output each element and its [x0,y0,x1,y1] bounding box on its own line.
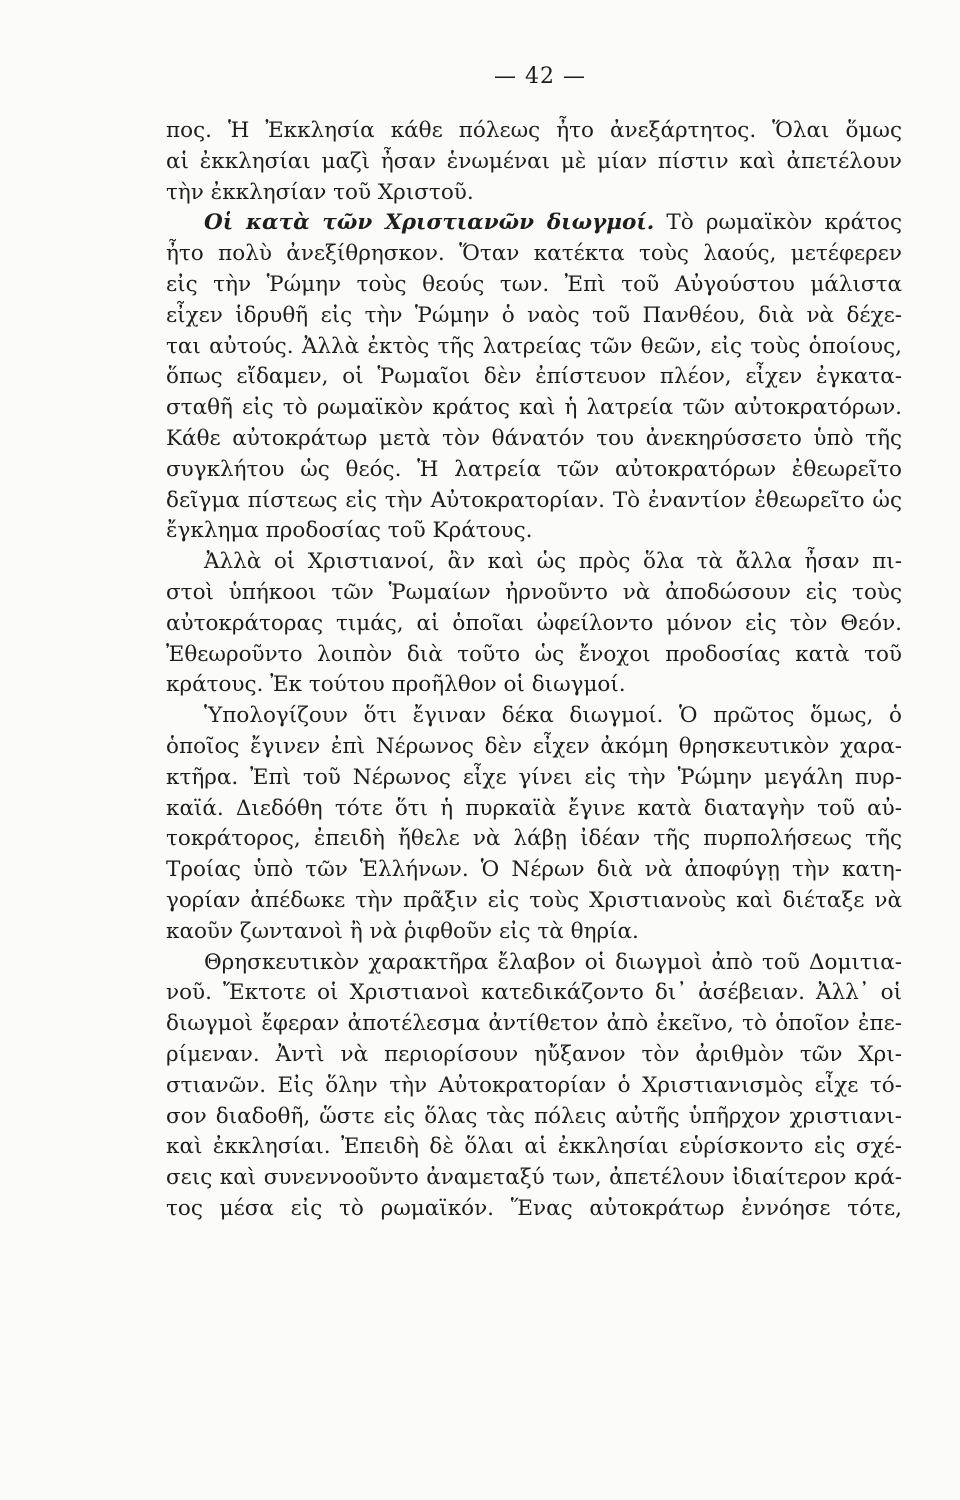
text-line [166,116,902,147]
text-line [166,1132,902,1163]
text-line [166,978,902,1009]
line-text: ὅπως εἴδαμεν, οἱ Ῥωμαῖοι δὲν ἐπίστευον πλέον, εἶχεν ἐγκατα- [166,364,902,390]
line-text: καὶ ἐκκλησίαι. Ἐπειδὴ δὲ ὅλαι αἱ ἐκκλησίαι εὑρίσκοντο εἰς σχέ- [166,1134,902,1160]
text-line [166,147,902,178]
line-text: Τὸ ρωμαϊκὸν κράτος [654,210,902,236]
text-line [166,886,902,917]
section-heading: Οἱ κατὰ τῶν Χριστιανῶν διωγμοί. [204,210,655,236]
text-line [166,1009,902,1040]
line-text: Ἐθεωροῦντο λοιπὸν διὰ τοῦτο ὡς ἔνοχοι προδοσίας κατὰ τοῦ [166,641,902,667]
text-line [166,362,902,393]
text-line [166,178,902,209]
line-text: αὐτοκράτορας τιμάς, αἱ ὁποῖαι ὠφείλοντο μόνον εἰς τὸν Θεόν. [166,610,902,636]
text-line [166,763,902,794]
body-text [166,116,902,1225]
line-text: σταθῆ εἰς τὸ ρωμαϊκὸν κράτος καὶ ἡ λατρεία τῶν αὐτοκρατόρων. [166,395,902,421]
text-line [166,424,902,455]
line-text: νοῦ. Ἔκτοτε οἱ Χριστιανοὶ κατεδικάζοντο δι᾽ ἀσέβειαν. Ἀλλ᾽ οἱ [166,980,902,1006]
text-line [166,794,902,825]
line-text: σεις καὶ συνεννοοῦντο ἀναμεταξύ των, ἀπετέλουν ἰδιαίτερον κρά- [166,1165,902,1191]
text-line [166,609,902,640]
text-line [166,1163,902,1194]
line-text: γορίαν ἀπέδωκε τὴν πρᾶξιν εἰς τοὺς Χριστιανοὺς καὶ διέταξε νὰ [166,887,902,913]
text-line [166,640,902,671]
line-text: πος. Ἡ Ἐκκλησία κάθε πόλεως ἦτο ἀνεξάρτητος. Ὅλαι ὅμως [166,118,902,143]
text-line [166,1102,902,1133]
text-line [166,824,902,855]
line-text: καοῦν ζωντανοὶ ἢ νὰ ῥιφθοῦν εἰς τὰ θηρία. [166,918,639,944]
line-text: καϊά. Διεδόθη τότε ὅτι ἡ πυρκαϊὰ ἔγινε κατὰ διαταγὴν τοῦ αὐ- [166,795,902,821]
text-line [166,239,902,270]
line-text: διωγμοὶ ἔφεραν ἀποτέλεσμα ἀντίθετον ἀπὸ ἐκεῖνο, τὸ ὁποῖον ἐπε- [166,1011,902,1037]
text-line [166,1194,902,1225]
page-number: — 42 — [494,64,586,89]
line-text: ρίμεναν. Ἀντὶ νὰ περιορίσουν ηὔξανον τὸν ἀριθμὸν τῶν Χρι- [166,1041,902,1067]
line-text: δεῖγμα πίστεως εἰς τὴν Αὐτοκρατορίαν. Τὸ ἐναντίον ἐθεωρεῖτο ὡς [166,487,902,513]
line-text: στιανῶν. Εἰς ὅλην τὴν Αὐτοκρατορίαν ὁ Χριστιανισμὸς εἶχε τό- [166,1072,902,1098]
line-text: Ὑπολογίζουν ὅτι ἔγιναν δέκα διωγμοί. Ὁ πρῶτος ὅμως, ὁ [204,703,902,729]
text-line [166,578,902,609]
text-line [166,455,902,486]
line-text: κράτους. Ἐκ τούτου προῆλθον οἱ διωγμοί. [166,672,626,698]
line-text: κτῆρα. Ἐπὶ τοῦ Νέρωνος εἶχε γίνει εἰς τὴν Ῥώμην μεγάλη πυρ- [166,764,902,790]
line-text: ται αὐτούς. Ἀλλὰ ἐκτὸς τῆς λατρείας τῶν θεῶν, εἰς τοὺς ὁποίους, [166,333,902,359]
line-text: Ἀλλὰ οἱ Χριστιανοί, ἂν καὶ ὡς πρὸς ὅλα τὰ ἄλλα ἦσαν πι- [204,549,902,575]
text-line [166,855,902,886]
text-line [166,670,902,701]
line-text: συγκλήτου ὡς θεός. Ἡ λατρεία τῶν αὐτοκρατόρων ἐθεωρεῖτο [166,456,902,482]
text-line [166,486,902,517]
line-text: τος μέσα εἰς τὸ ρωμαϊκόν. Ἕνας αὐτοκράτωρ ἐννόησε τότε, [166,1195,902,1221]
text-line [166,516,902,547]
text-line [166,208,902,239]
line-text: ἦτο πολὺ ἀνεξίθρησκον. Ὅταν κατέκτα τοὺς λαούς, μετέφερεν [166,241,902,267]
line-text: Θρησκευτικὸν χαρακτῆρα ἔλαβον οἱ διωγμοὶ ἀπὸ τοῦ Δομιτια- [204,949,902,975]
text-line [166,1071,902,1102]
text-line [166,393,902,424]
text-line [166,301,902,332]
line-text: Τροίας ὑπὸ τῶν Ἑλλήνων. Ὁ Νέρων διὰ νὰ ἀποφύγῃ τὴν κατη- [166,857,902,883]
line-text: εἶχεν ἱδρυθῆ εἰς τὴν Ῥώμην ὁ ναὸς τοῦ Πανθέου, διὰ νὰ δέχε- [166,302,902,328]
line-text: ὁποῖος ἔγινεν ἐπὶ Νέρωνος δὲν εἶχεν ἀκόμη θρησκευτικὸν χαρα- [166,733,902,759]
line-text: σον διαδοθῆ, ὥστε εἰς ὅλας τὰς πόλεις αὐτῆς ὑπῆρχον χριστιανι- [166,1103,902,1129]
text-line [166,332,902,363]
text-line [166,732,902,763]
line-text: τοκράτορος, ἐπειδὴ ἤθελε νὰ λάβῃ ἰδέαν τῆς πυρπολήσεως τῆς [166,826,902,852]
text-line [166,917,902,948]
text-line [166,270,902,301]
text-line [166,701,902,732]
line-text: εἰς τὴν Ῥώμην τοὺς θεούς των. Ἐπὶ τοῦ Αὐγούστου μάλιστα [166,271,902,297]
line-text: στοὶ ὑπήκοοι τῶν Ῥωμαίων ἠρνοῦντο νὰ ἀποδώσουν εἰς τοὺς [166,579,902,605]
text-line [166,547,902,578]
text-line [166,948,902,979]
line-text: τὴν ἐκκλησίαν τοῦ Χριστοῦ. [166,179,474,205]
line-text: ἔγκλημα προδοσίας τοῦ Κράτους. [166,518,533,544]
line-text: αἱ ἐκκλησίαι μαζὶ ἦσαν ἑνωμέναι μὲ μίαν πίστιν καὶ ἀπετέλουν [166,148,902,174]
text-line [166,1040,902,1071]
line-text: Κάθε αὐτοκράτωρ μετὰ τὸν θάνατόν του ἀνεκηρύσσετο ὑπὸ τῆς [166,425,902,451]
